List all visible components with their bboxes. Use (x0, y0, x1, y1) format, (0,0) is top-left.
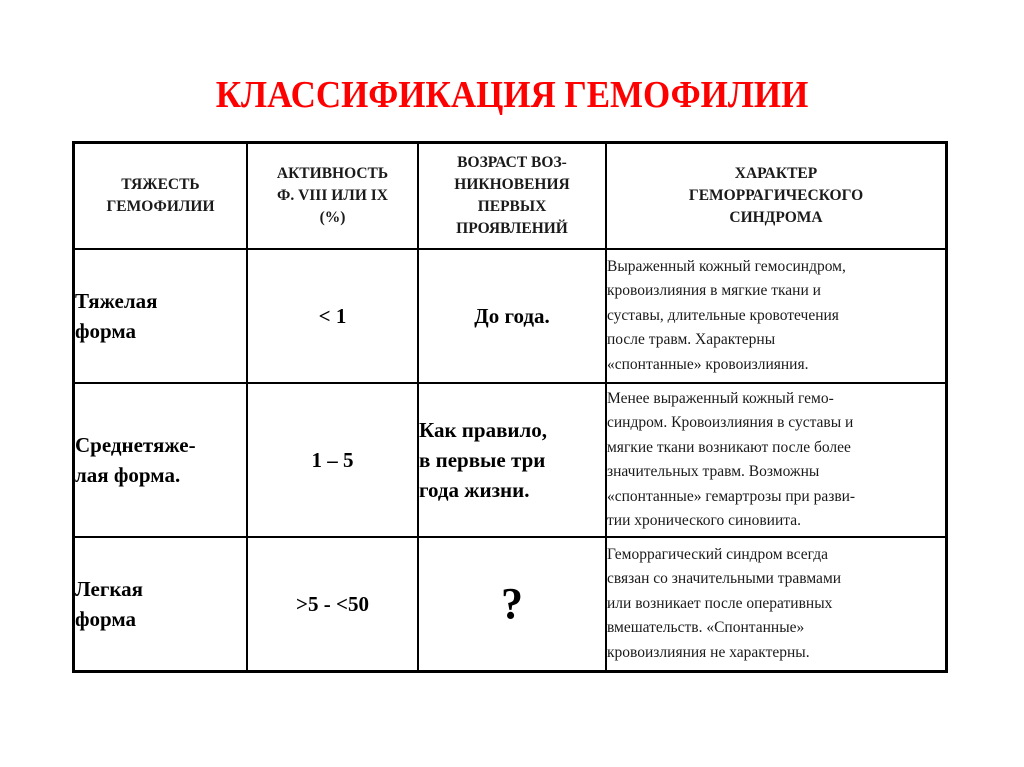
table-row-moderate (75, 383, 945, 537)
header-onset-age (418, 144, 606, 249)
unknown-age-question-mark: ? (501, 579, 523, 628)
description-line: мягкие ткани возникают после более (607, 438, 851, 456)
header-line: Ф. VIII ИЛИ IX (277, 187, 388, 204)
age-line: в первые три (419, 448, 546, 472)
description-line: Геморрагический синдром всегда (607, 545, 828, 563)
header-line: НИКНОВЕНИЯ (454, 176, 570, 193)
table-row-mild (75, 537, 945, 670)
slide-title: КЛАССИФИКАЦИЯ ГЕМОФИЛИИ (215, 74, 809, 116)
description-line: синдром. Кровоизлияния в суставы и (607, 414, 854, 431)
age-line: До года. (474, 304, 550, 328)
activity-cell: < 1 (247, 249, 418, 383)
syndrome-description-cell (606, 383, 945, 537)
description-line: вмешательств. «Спонтанные» (607, 619, 805, 637)
description-line: «спонтанные» гемартрозы при разви- (607, 487, 856, 505)
severity-line: Легкая (75, 577, 144, 601)
description-line: суставы, длительные кровотечения (607, 306, 839, 324)
header-syndrome (606, 144, 945, 249)
header-line: ПЕРВЫХ (477, 198, 547, 215)
description-line: кровоизлияния в мягкие ткани и (607, 282, 821, 300)
description-line: тии хронического синовиита. (607, 512, 801, 529)
severity-cell (75, 383, 247, 537)
syndrome-description-cell (606, 537, 945, 670)
severity-line: Тяжелая (75, 289, 158, 313)
description-line: «спонтанные» кровоизлияния. (607, 355, 809, 373)
header-line: ВОЗРАСТ ВОЗ- (457, 154, 567, 171)
severity-line: форма (75, 319, 137, 343)
header-activity (247, 144, 418, 249)
table-row-severe (75, 249, 945, 383)
header-severity (75, 144, 247, 249)
header-line: ТЯЖЕСТЬ (121, 176, 200, 193)
description-line: Менее выраженный кожный гемо- (607, 389, 834, 407)
header-line: ХАРАКТЕР (734, 165, 818, 182)
description-line: Выраженный кожный гемосиндром, (607, 257, 846, 275)
header-line: СИНДРОМА (729, 209, 823, 226)
onset-age-cell (418, 537, 606, 670)
description-line: или возникает после оперативных (607, 594, 833, 612)
classification-table (75, 144, 945, 670)
header-line: ПРОЯВЛЕНИЙ (456, 220, 568, 237)
table-header-row (75, 144, 945, 249)
activity-cell: >5 - <50 (247, 537, 418, 670)
severity-line: лая форма. (75, 463, 181, 487)
severity-line: Среднетяже- (75, 433, 196, 457)
age-line: года жизни. (419, 478, 530, 502)
classification-table-frame (72, 141, 948, 673)
description-line: кровоизлияния не характерны. (607, 643, 810, 661)
severity-cell (75, 249, 247, 383)
severity-cell (75, 537, 247, 670)
header-line: (%) (319, 209, 346, 226)
header-line: АКТИВНОСТЬ (276, 165, 389, 182)
onset-age-cell (418, 249, 606, 383)
description-line: связан со значительными травмами (607, 570, 842, 588)
description-line: значительных травм. Возможны (607, 463, 820, 480)
age-line: Как правило, (419, 418, 548, 442)
onset-age-cell (418, 383, 606, 537)
header-line: ГЕМОФИЛИИ (106, 198, 215, 215)
syndrome-description-cell (606, 249, 945, 383)
severity-line: форма (75, 607, 137, 631)
description-line: после травм. Характерны (607, 331, 776, 349)
header-line: ГЕМОРРАГИЧЕСКОГО (688, 187, 864, 204)
activity-cell: 1 – 5 (247, 383, 418, 537)
